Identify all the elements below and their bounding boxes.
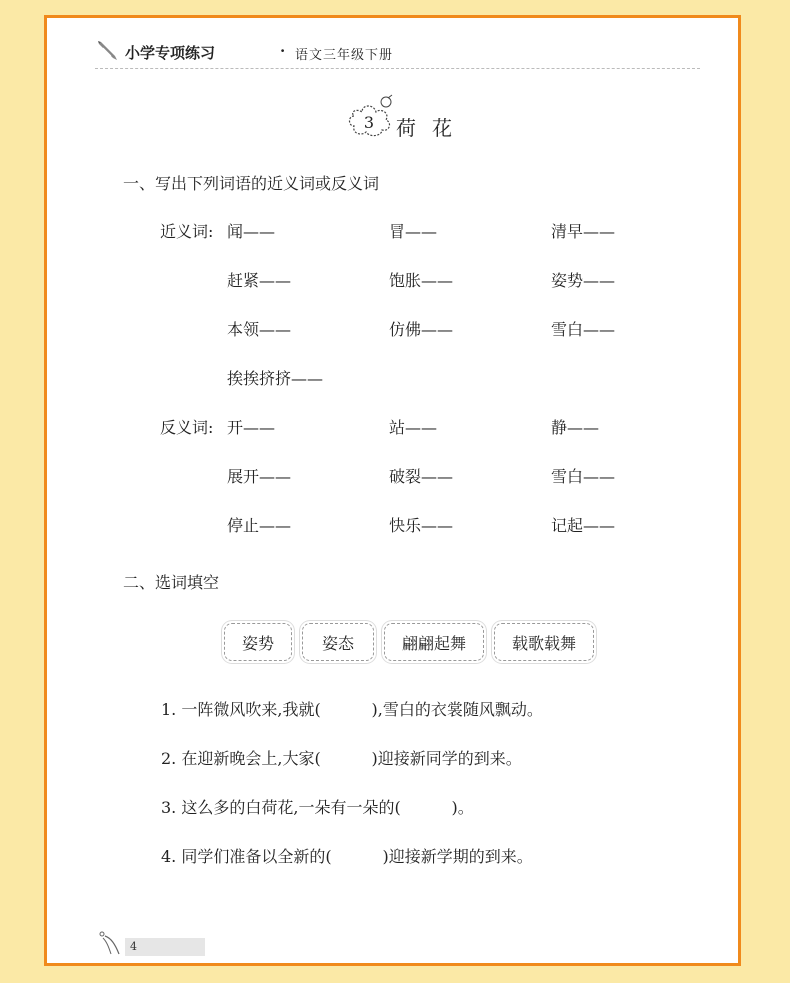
- antonym-item: 静——: [551, 418, 600, 437]
- option-box: 姿态: [302, 623, 374, 661]
- synonym-item: 闻——: [227, 222, 276, 241]
- section-2-title: 二、选词填空: [123, 573, 220, 592]
- fill-blank-sentence: 3. 这么多的白荷花,一朵有一朵的( )。: [161, 798, 474, 817]
- fill-blank-sentence: 1. 一阵微风吹来,我就( ),雪白的衣裳随风飘动。: [161, 700, 543, 719]
- page-footer: [97, 928, 217, 958]
- option-box: 载歌载舞: [494, 623, 594, 661]
- fill-blank-sentence: 2. 在迎新晚会上,大家( )迎接新同学的到来。: [161, 749, 522, 768]
- header-separator: ·: [280, 42, 286, 60]
- synonym-item: 姿势——: [551, 271, 616, 290]
- antonym-item: 站——: [389, 418, 438, 437]
- synonym-item: 冒——: [389, 222, 438, 241]
- worksheet-page: [44, 15, 741, 966]
- lesson-heading: [344, 92, 494, 142]
- synonym-item: 挨挨挤挤——: [227, 369, 324, 388]
- series-title: 小学专项练习: [125, 44, 216, 62]
- pencil-icon: [95, 38, 121, 64]
- page-header: [95, 38, 700, 69]
- antonym-item: 开——: [227, 418, 276, 437]
- antonym-label: 反义词:: [160, 418, 214, 437]
- book-subtitle: 语文三年级下册: [295, 48, 394, 63]
- synonym-item: 雪白——: [551, 320, 616, 339]
- synonym-item: 仿佛——: [389, 320, 454, 339]
- antonym-item: 破裂——: [389, 467, 454, 486]
- antonym-item: 展开——: [227, 467, 292, 486]
- lesson-title: 荷花: [396, 116, 468, 140]
- synonym-item: 本领——: [227, 320, 292, 339]
- synonym-item: 饱胀——: [389, 271, 454, 290]
- antonym-item: 停止——: [227, 516, 292, 535]
- antonym-item: 快乐——: [389, 516, 454, 535]
- synonym-item: 清早——: [551, 222, 616, 241]
- synonym-label: 近义词:: [160, 222, 214, 241]
- option-box: 姿势: [224, 623, 292, 661]
- swirl-decoration-icon: [97, 928, 127, 958]
- fill-blank-sentence: 4. 同学们准备以全新的( )迎接新学期的到来。: [161, 847, 533, 866]
- lesson-number: 3: [363, 113, 375, 132]
- antonym-item: 记起——: [551, 516, 616, 535]
- section-1-title: 一、写出下列词语的近义词或反义词: [123, 174, 380, 193]
- antonym-item: 雪白——: [551, 467, 616, 486]
- synonym-item: 赶紧——: [227, 271, 292, 290]
- page-number: 4: [125, 938, 205, 956]
- option-box: 翩翩起舞: [384, 623, 484, 661]
